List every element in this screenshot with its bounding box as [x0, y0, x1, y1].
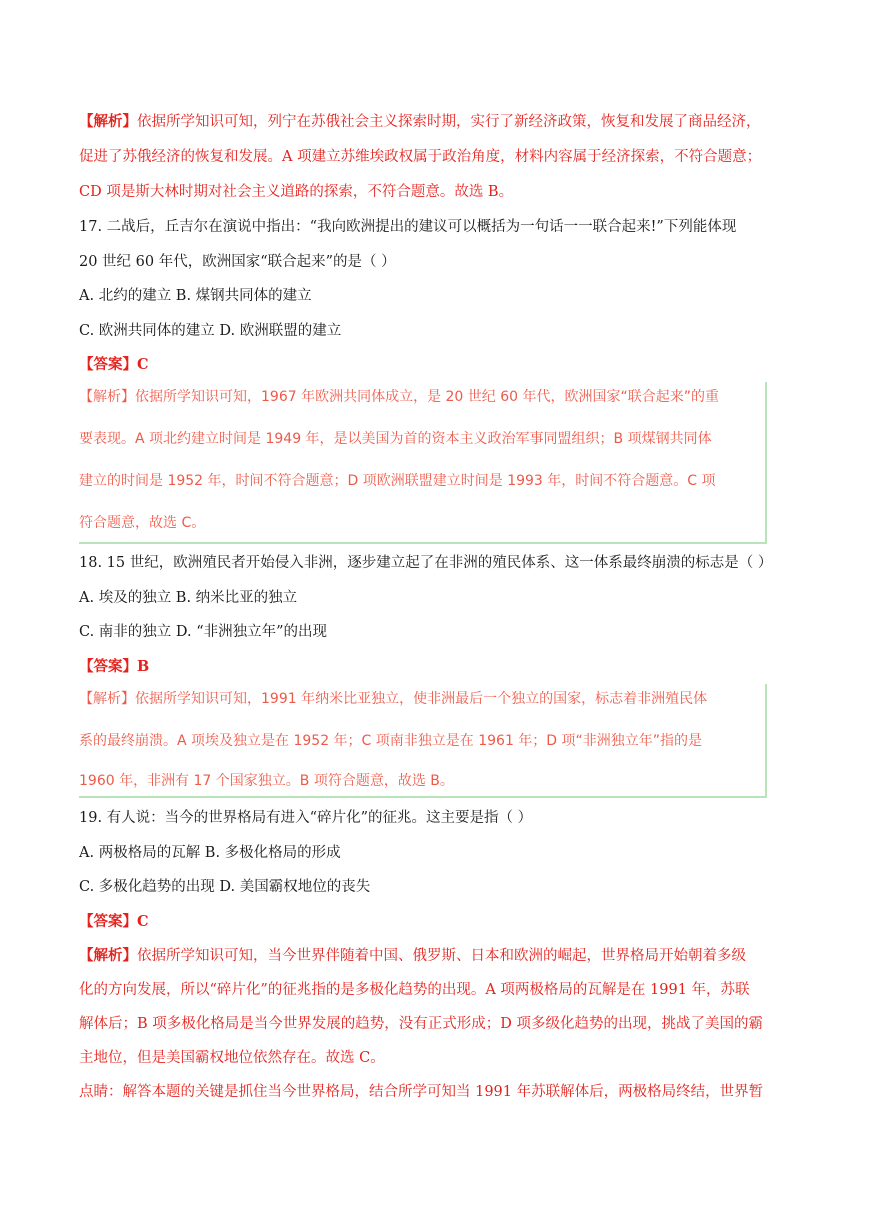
q17-analysis-line-1: 【解析】依据所学知识可知，1967 年欧洲共同体成立，是 20 世纪 60 年代，欧洲国家“联合起来”的重 [79, 389, 720, 405]
q19-analysis-line-4: 主地位，但是美国霸权地位依然存在。故选 C。 [79, 1050, 385, 1066]
q17-answer: 【答案】C [79, 356, 149, 373]
q18-options-line-1: A. 埃及的独立 B. 纳米比亚的独立 [79, 590, 298, 606]
q17-stem-line-1: 17. 二战后，丘吉尔在演说中指出：“我向欧洲提出的建议可以概括为一句话一一联合起来!”下列能体现 [79, 219, 737, 235]
q19-analysis-line-2: 化的方向发展，所以“碎片化”的征兆指的是多极化趋势的出现。A 项两极格局的瓦解是在 1991 年，苏联 [79, 982, 750, 998]
q18-analysis-line-3: 1960 年，非洲有 17 个国家独立。B 项符合题意，故选 B。 [79, 773, 454, 789]
q17-analysis-line-4: 符合题意，故选 C。 [79, 515, 206, 531]
q17-analysis-line-2: 要表现。A 项北约建立时间是 1949 年，是以美国为首的资本主义政治军事同盟组织；B 项煤钢共同体 [79, 431, 712, 447]
q19-tip: 点睛：解答本题的关键是抓住当今世界格局，结合所学可知当 1991 年苏联解体后，两极格局终结，世界暂 [79, 1084, 764, 1100]
q19-options-line-2: C. 多极化趋势的出现 D. 美国霸权地位的丧失 [79, 879, 371, 895]
q17-options-line-1: A. 北约的建立 B. 煤钢共同体的建立 [79, 288, 312, 304]
q19-stem-line-1: 19. 有人说：当今的世界格局有进入“碎片化”的征兆。这主要是指（ ） [79, 810, 533, 826]
q17-analysis-line-3: 建立的时间是 1952 年，时间不符合题意；D 项欧洲联盟建立时间是 1993 年，时间不符合题意。C 项 [79, 473, 716, 489]
q19-analysis-text-1: 依据所学知识可知，当今世界伴随着中国、俄罗斯、日本和欧洲的崛起，世界格局开始朝着多级 [137, 948, 746, 964]
q18-analysis-line-1: 【解析】依据所学知识可知，1991 年纳米比亚独立，使非洲最后一个独立的国家，标志着非洲殖民体 [79, 691, 708, 707]
q17-stem-line-2: 20 世纪 60 年代，欧洲国家“联合起来”的是（ ） [79, 254, 396, 270]
q18-analysis-line-2: 系的最终崩溃。A 项埃及独立是在 1952 年；C 项南非独立是在 1961 年；D 项“非洲独立年”指的是 [79, 733, 703, 749]
q17-analysis-box [79, 382, 767, 544]
q19-options-line-1: A. 两极格局的瓦解 B. 多极化格局的形成 [79, 845, 341, 861]
q16-analysis-tag: 【解析】 [79, 113, 137, 130]
q18-stem-line-1: 18. 15 世纪，欧洲殖民者开始侵入非洲，逐步建立起了在非洲的殖民体系、这一体系最终崩溃的标志是（ ） [79, 555, 773, 571]
q18-answer: 【答案】B [79, 658, 150, 675]
q19-analysis-tag: 【解析】 [79, 947, 137, 964]
q18-options-line-2: C. 南非的独立 D. “非洲独立年”的出现 [79, 624, 328, 640]
q19-answer: 【答案】C [79, 913, 149, 930]
q19-analysis-line-1 [79, 946, 746, 966]
q16-analysis-line-3: CD 项是斯大林时期对社会主义道路的探索，不符合题意。故选 B。 [79, 184, 514, 200]
q19-analysis-line-3: 解体后；B 项多极化格局是当今世界发展的趋势，没有正式形成；D 项多级化趋势的出现，挑战了美国的霸 [79, 1016, 763, 1032]
q16-analysis-line-2: 促进了苏俄经济的恢复和发展。A 项建立苏维埃政权属于政治角度，材料内容属于经济探索，不符合题意； [79, 149, 762, 165]
q16-analysis-line-1 [79, 112, 761, 132]
q16-analysis-text-1: 依据所学知识可知，列宁在苏俄社会主义探索时期，实行了新经济政策，恢复和发展了商品经济， [137, 114, 761, 130]
q17-options-line-2: C. 欧洲共同体的建立 D. 欧洲联盟的建立 [79, 323, 342, 339]
q18-analysis-box [79, 684, 767, 798]
